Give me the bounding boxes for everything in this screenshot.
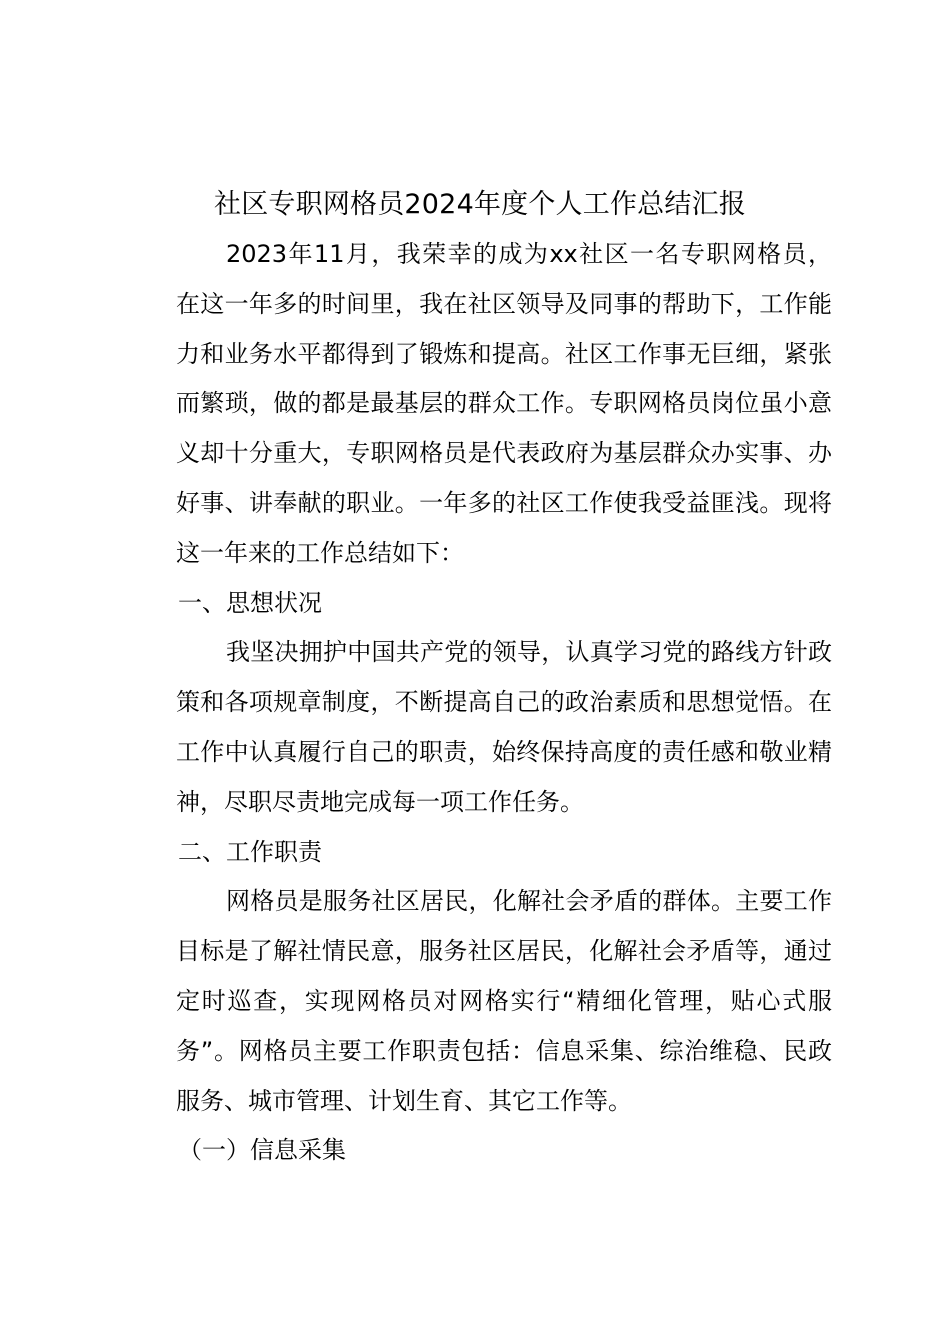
paragraph-line: 力和业务水平都得到了锻炼和提高。社区工作事无巨细，紧张 (176, 339, 832, 368)
paragraph-duties (128, 877, 832, 1126)
paragraph-line: 而繁琐，做的都是最基层的群众工作。专职网格员岗位虽小意 (176, 389, 832, 418)
paragraph-line: 服务、城市管理、计划生育、其它工作等。 (176, 1086, 632, 1115)
paragraph-line: 务”。网格员主要工作职责包括：信息采集、综治维稳、民政 (176, 1036, 832, 1065)
paragraph-line: 定时巡查，实现网格员对网格实行“精细化管理，贴心式服 (176, 986, 832, 1015)
paragraph-line: 2023年11月，我荣幸的成为xx社区一名专职网格员， (226, 240, 832, 268)
paragraph-intro (128, 230, 832, 579)
section-heading-duties: 二、工作职责 (178, 837, 322, 866)
paragraph-thought (128, 628, 832, 827)
document-body (128, 180, 832, 1176)
paragraph-line: 策和各项规章制度，不断提高自己的政治素质和思想觉悟。在 (176, 688, 832, 717)
paragraph-line: 神，尽职尽责地完成每一项工作任务。 (176, 787, 584, 816)
subsection-heading-info: （一）信息采集 (178, 1136, 346, 1165)
paragraph-line: 网格员是服务社区居民，化解社会矛盾的群体。主要工作 (226, 887, 832, 916)
document-title: 社区专职网格员2024年度个人工作总结汇报 (214, 189, 746, 220)
paragraph-line: 我坚决拥护中国共产党的领导，认真学习党的路线方针政 (226, 638, 832, 667)
paragraph-line: 工作中认真履行自己的职责，始终保持高度的责任感和敬业精 (176, 737, 832, 766)
paragraph-line: 目标是了解社情民意，服务社区居民，化解社会矛盾等，通过 (176, 937, 832, 966)
paragraph-line: 义却十分重大，专职网格员是代表政府为基层群众办实事、办 (176, 439, 832, 468)
paragraph-line: 在这一年多的时间里，我在社区领导及同事的帮助下，工作能 (176, 289, 832, 318)
section-heading-thought: 一、思想状况 (178, 588, 322, 617)
paragraph-line: 这一年来的工作总结如下： (176, 538, 464, 567)
paragraph-line: 好事、讲奉献的职业。一年多的社区工作使我受益匪浅。现将 (176, 488, 832, 517)
